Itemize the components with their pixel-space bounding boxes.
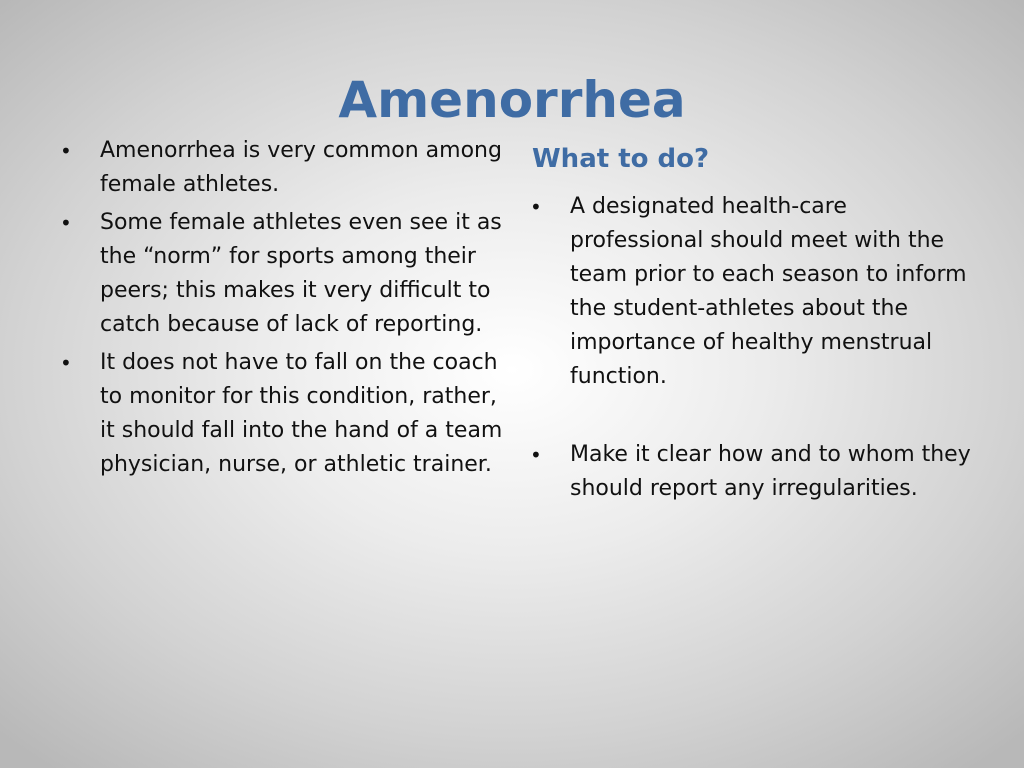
right-bullet-item-2 <box>528 438 978 506</box>
left-column <box>58 134 508 486</box>
right-bullet-item-1 <box>528 190 978 394</box>
right-bullet-list <box>528 190 978 506</box>
left-bullet-text-2: Some female athletes even see it as the “norm” for sports among their peers; this makes it very difficult to catch because of lack of reporting. <box>100 210 502 337</box>
right-column <box>528 190 978 506</box>
bullet-icon: • <box>60 211 72 235</box>
left-bullet-text-3: It does not have to fall on the coach to monitor for this condition, rather, it should fall into the hand of a team physician, nurse, or athletic trainer. <box>100 350 503 477</box>
right-bullet-text-1: A designated health-care professional should meet with the team prior to each season to inform the student-athletes about the importance of healthy menstrual function. <box>570 194 967 389</box>
right-heading: What to do? <box>532 144 710 174</box>
bullet-icon: • <box>60 351 72 375</box>
left-bullet-item-1 <box>58 134 508 202</box>
right-bullet-text-2: Make it clear how and to whom they should report any irregularities. <box>570 442 971 501</box>
left-bullet-item-2 <box>58 206 508 342</box>
left-bullet-text-1: Amenorrhea is very common among female athletes. <box>100 138 502 197</box>
bullet-icon: • <box>530 443 542 467</box>
left-bullet-item-3 <box>58 346 508 482</box>
bullet-icon: • <box>60 139 72 163</box>
left-bullet-list <box>58 134 508 482</box>
bullet-icon: • <box>530 195 542 219</box>
slide-title: Amenorrhea <box>338 71 686 129</box>
